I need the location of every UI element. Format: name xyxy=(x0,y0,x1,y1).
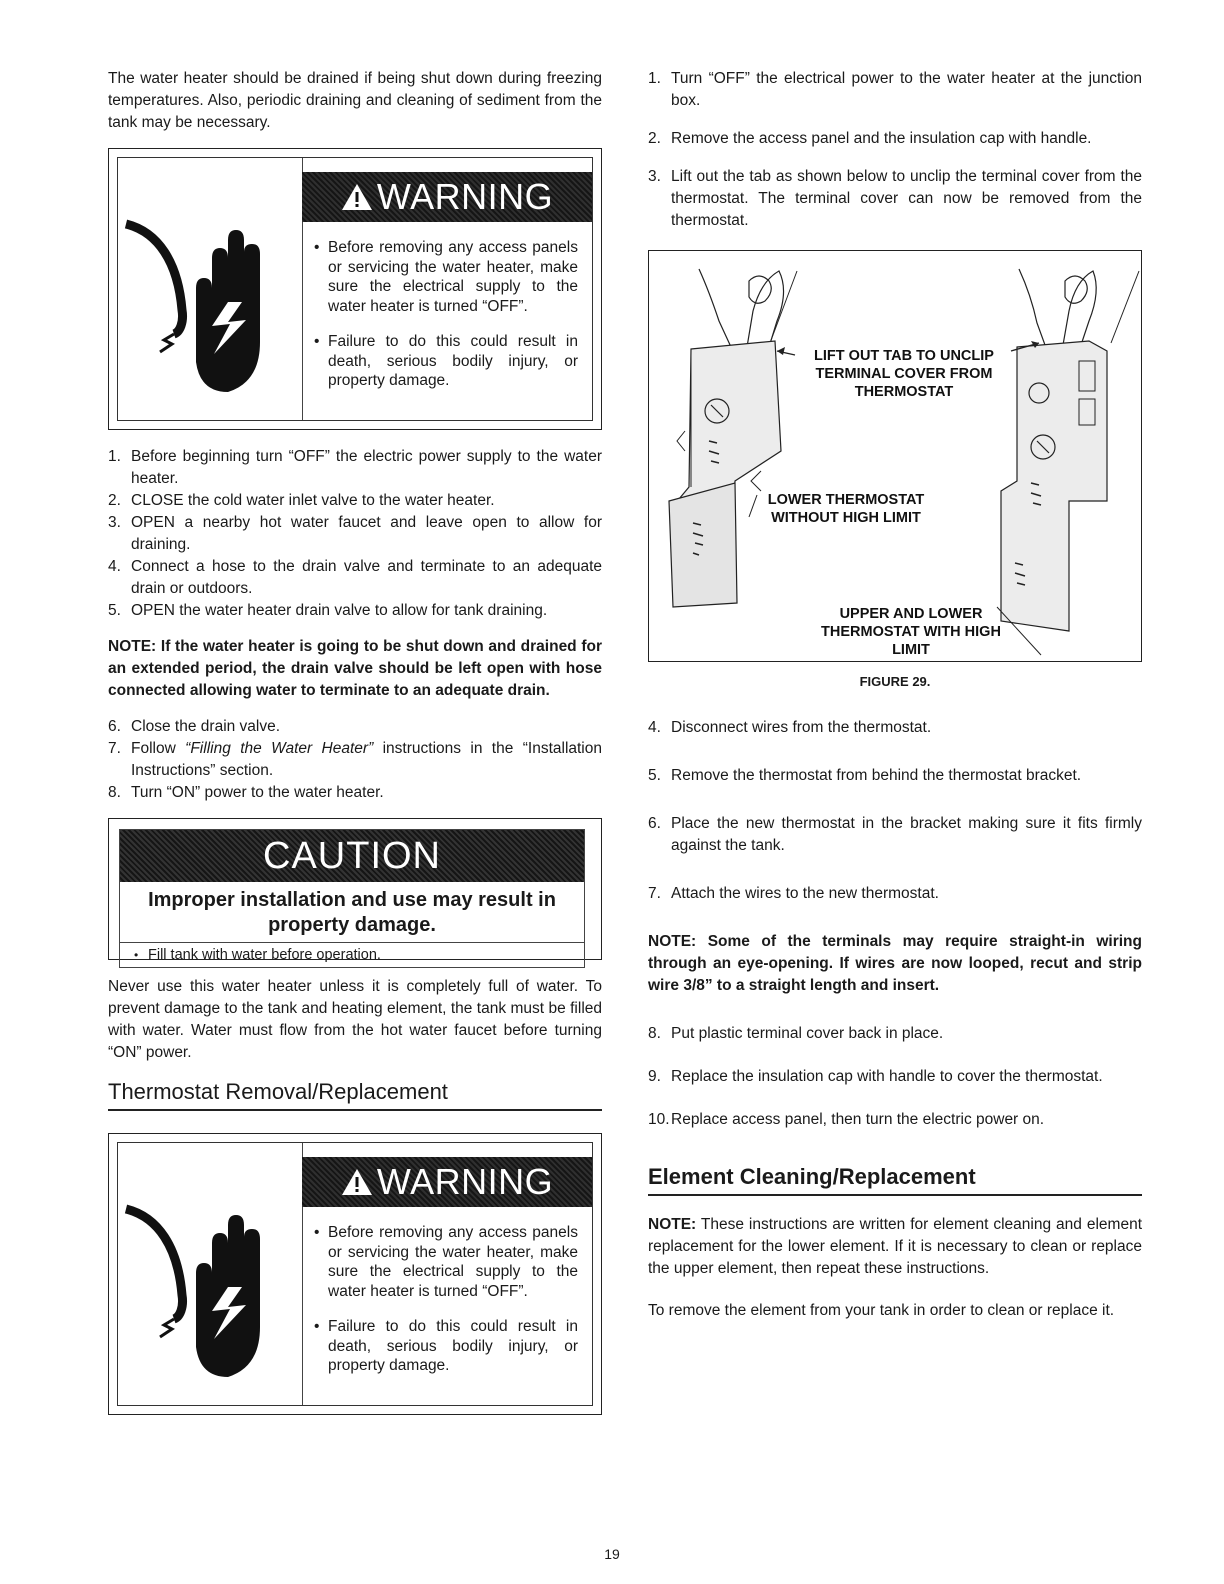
page-number: 19 xyxy=(604,1546,620,1562)
warning-header xyxy=(302,172,592,222)
warning-box xyxy=(108,148,602,430)
label-lift-tab: LIFT OUT TAB TO UNCLIP TERMINAL COVER FROM THERMOSTAT xyxy=(814,348,994,400)
left-column xyxy=(108,68,602,1415)
list-item: 3. OPEN a nearby hot water faucet and leave open to allow for draining. xyxy=(108,514,602,553)
warning-list xyxy=(314,238,578,391)
hand-shock-icon xyxy=(118,192,302,402)
warning-triangle-icon xyxy=(341,183,373,211)
list-item: 5. OPEN the water heater drain valve to allow for tank draining. xyxy=(108,602,548,619)
warning-title: WARNING xyxy=(376,176,554,217)
steps-b xyxy=(648,717,1142,905)
list-item: 2. CLOSE the cold water inlet valve to the water heater. xyxy=(108,492,495,509)
caution-title: CAUTION xyxy=(120,830,584,882)
warning-item: • Before removing any access panels or servicing the water heater, make sure the electrical supply to the water heater is turned “OFF”. xyxy=(314,238,578,316)
label-upper-lower-thermostat: UPPER AND LOWER THERMOSTAT WITH HIGH LIMIT xyxy=(821,606,1001,658)
refill-steps xyxy=(108,716,602,804)
element-note: NOTE: These instructions are written for element cleaning and element replacement for the lower element. If it is necessary to clean or replace the upper element, then repeat these instructions. xyxy=(648,1216,1142,1277)
warning-icon-panel xyxy=(118,158,303,420)
intro-paragraph: The water heater should be drained if being shut down during freezing temperatures. Also, periodic draining and cleaning of sediment from the tank may be necessary. xyxy=(108,70,602,131)
section-title-element: Element Cleaning/Replacement xyxy=(648,1163,1142,1196)
never-use-paragraph: Never use this water heater unless it is completely full of water. To prevent damage to the tank and heating element, the tank must be filled with water. Water must flow from the hot water faucet before turning “ON” power. xyxy=(108,978,602,1061)
list-item: 4. Connect a hose to the drain valve and terminate to an adequate drain or outdoors. xyxy=(108,558,602,597)
warning-inner xyxy=(117,157,593,421)
list-item: 3. Lift out the tab as shown below to unclip the terminal cover from the thermostat. The terminal cover can now be removed from the thermostat. xyxy=(648,168,1142,229)
warning-header xyxy=(302,1157,592,1207)
list-item: 7. Attach the wires to the new thermostat. xyxy=(648,885,939,902)
warning-icon-panel xyxy=(118,1143,303,1405)
thermostat-illustration xyxy=(649,251,1142,662)
list-item: 10. Replace access panel, then turn the electric power on. xyxy=(648,1111,1045,1128)
warning-item: • Failure to do this could result in death, serious bodily injury, or property damage. xyxy=(314,1317,578,1376)
right-column xyxy=(648,68,1142,1322)
figure-caption: FIGURE 29. xyxy=(859,674,931,689)
caution-item: • Fill tank with water before operation. xyxy=(120,943,584,967)
remove-element-paragraph: To remove the element from your tank in order to clean or replace it. xyxy=(648,1302,1115,1319)
drain-steps xyxy=(108,446,602,622)
steps-a xyxy=(648,68,1142,232)
caution-message: Improper installation and use may result in property damage. xyxy=(120,882,584,943)
list-item: 9. Replace the insulation cap with handle to cover the thermostat. xyxy=(648,1068,1103,1085)
warning-inner xyxy=(117,1142,593,1406)
list-item: 1. Turn “OFF” the electrical power to the water heater at the junction box. xyxy=(648,70,1142,109)
list-item: 2. Remove the access panel and the insulation cap with handle. xyxy=(648,130,1092,147)
list-item: 1. Before beginning turn “OFF” the electric power supply to the water heater. xyxy=(108,448,602,487)
list-item: 4. Disconnect wires from the thermostat. xyxy=(648,719,932,736)
warning-title: WARNING xyxy=(376,1161,554,1202)
list-item: 6. Close the drain valve. xyxy=(108,718,281,735)
list-item: 7. Follow “Filling the Water Heater” instructions in the “Installation Instructions” section. xyxy=(108,740,602,779)
hand-shock-icon xyxy=(118,1177,302,1387)
warning-item: • Failure to do this could result in death, serious bodily injury, or property damage. xyxy=(314,332,578,391)
warning-triangle-icon xyxy=(341,1168,373,1196)
caution-inner xyxy=(119,829,585,968)
list-item: 8. Put plastic terminal cover back in place. xyxy=(648,1025,944,1042)
warning-list xyxy=(314,1223,578,1376)
steps-c xyxy=(648,1023,1142,1131)
drain-note: NOTE: If the water heater is going to be shut down and drained for an extended period, the drain valve should be left open with hose connected allowing water to terminate to an adequate drain. xyxy=(108,638,602,699)
list-item: 8. Turn “ON” power to the water heater. xyxy=(108,784,384,801)
list-item: 5. Remove the thermostat from behind the thermostat bracket. xyxy=(648,767,1082,784)
list-item: 6. Place the new thermostat in the bracket making sure it fits firmly against the tank. xyxy=(648,815,1142,854)
warning-box-2 xyxy=(108,1133,602,1415)
label-lower-thermostat: LOWER THERMOSTAT WITHOUT HIGH LIMIT xyxy=(767,492,925,526)
section-title-thermostat: Thermostat Removal/Replacement xyxy=(108,1078,602,1111)
caution-box xyxy=(108,818,602,963)
warning-item: • Before removing any access panels or servicing the water heater, make sure the electrical supply to the water heater is turned “OFF”. xyxy=(314,1223,578,1301)
wiring-note: NOTE: Some of the terminals may require straight-in wiring through an eye-opening. If wires are now looped, recut and strip wire 3/8” to a straight length and insert. xyxy=(648,933,1142,994)
figure-29 xyxy=(648,250,1142,662)
